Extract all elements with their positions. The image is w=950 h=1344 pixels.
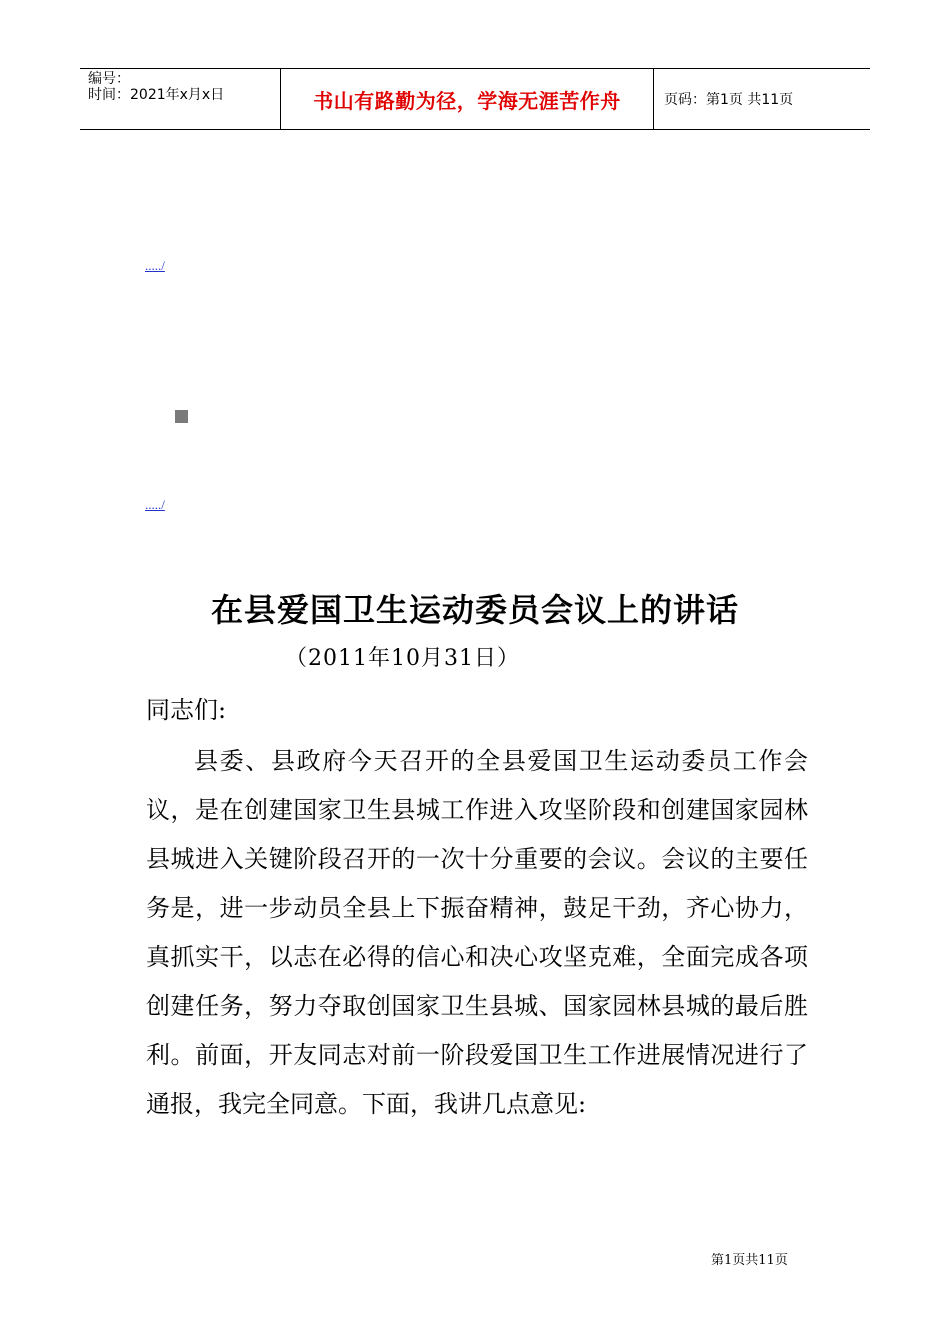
header-meta-cell — [80, 69, 281, 129]
square-bullet-icon — [175, 410, 188, 423]
document-title: 在县爱国卫生运动委员会议上的讲话 — [210, 591, 739, 629]
body-paragraph: 县委、县政府今天召开的全县爱国卫生运动委员工作会议，是在创建国家卫生县城工作进入攻坚阶段和创建国家园林县城进入关键阶段召开的一次十分重要的会议。会议的主要任务是，进一步动员全县上下振奋精神，鼓足干劲，齐心协力，真抓实干，以志在必得的信心和决心攻坚克难，全面完成各项创建任务，努力夺取创国家卫生县城、国家园林县城的最后胜利。前面，开友同志对前一阶段爱国卫生工作进展情况进行了通报，我完全同意。下面，我讲几点意见: — [146, 747, 808, 1118]
link-top[interactable]: ...../ — [145, 258, 165, 273]
link-bottom[interactable]: ...../ — [145, 497, 165, 512]
header-page-info: 页码：第1页 共11页 — [664, 92, 794, 108]
header-motto: 书山有路勤为径，学海无涯苦作舟 — [281, 69, 654, 129]
page-header — [80, 68, 870, 130]
number-label: 编号： — [88, 71, 130, 87]
time-label: 时间：2021年x月x日 — [88, 87, 225, 103]
greeting: 同志们: — [146, 696, 227, 724]
document-date: （2011年10月31日） — [285, 646, 520, 671]
footer-page-number: 第1页共11页 — [711, 1253, 788, 1268]
